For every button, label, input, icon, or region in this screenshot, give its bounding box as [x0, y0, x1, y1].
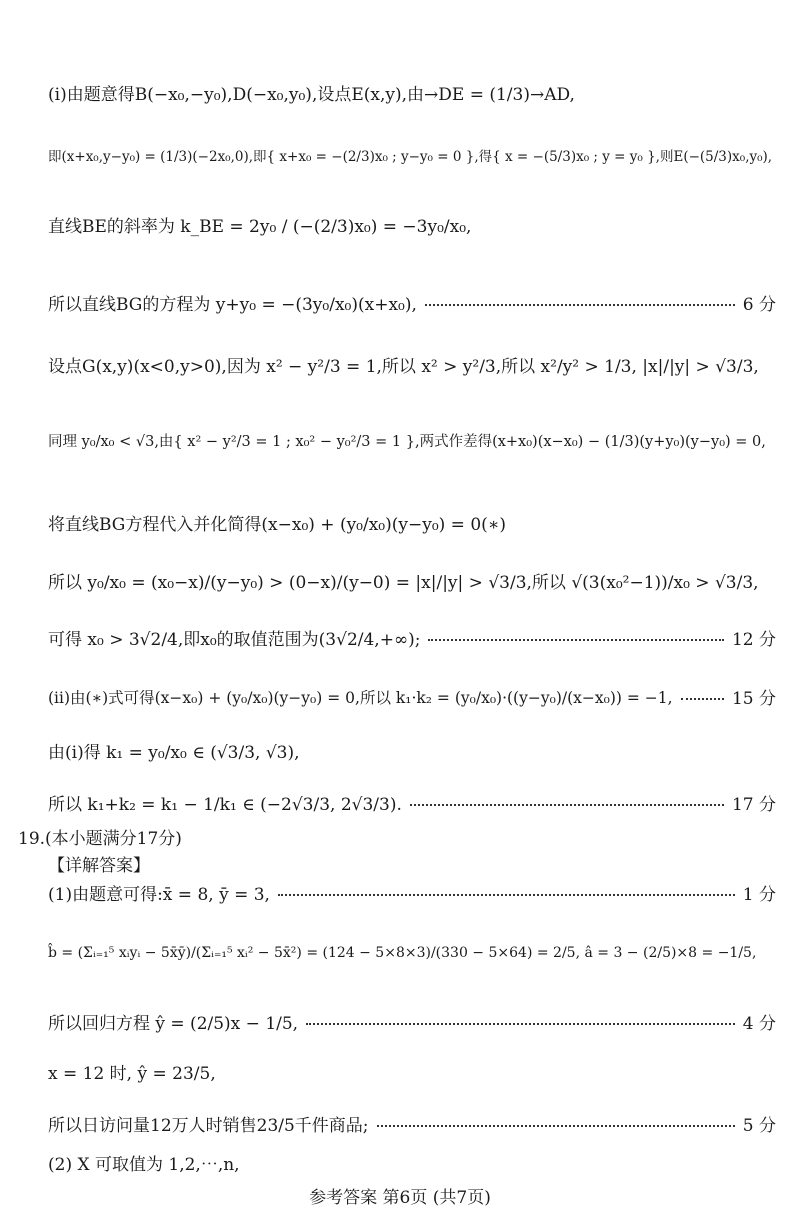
- score-label: 4 分: [742, 1014, 776, 1034]
- line-20: [48, 1150, 776, 1175]
- problem-19-title: [18, 824, 776, 849]
- score-label: 6 分: [742, 295, 776, 315]
- line-6: [48, 430, 776, 451]
- line-9-text: 可得 x₀ > 3√2/4,即x₀的取值范围为(3√2/4,+∞);: [48, 630, 421, 650]
- score-label: 5 分: [742, 1116, 776, 1136]
- leader-dots: [410, 804, 724, 806]
- leader-dots: [377, 1125, 735, 1127]
- line-6-text: 同理 y₀/x₀ < √3,由{ x² − y²/3 = 1 ; x₀² − y₀²/3 = 1 },两式作差得(x+x₀)(x−x₀) − (1/3)(y+y₀)(y−y₀) = 0,: [48, 434, 766, 450]
- answer-heading: [48, 851, 776, 876]
- score-label: 12 分: [731, 630, 776, 650]
- line-11: [48, 738, 776, 763]
- line-18-text: x = 12 时, ŷ = 23/5,: [48, 1064, 216, 1084]
- line-1-text: (ⅰ)由题意得B(−x₀,−y₀),D(−x₀,y₀),设点E(x,y),由→DE = (1/3)→AD,: [48, 85, 575, 105]
- line-10: [48, 684, 776, 709]
- line-17-text: 所以回归方程 ŷ = (2/5)x − 1/5,: [48, 1014, 299, 1034]
- leader-dots: [428, 639, 723, 641]
- line-5-text: 设点G(x,y)(x<0,y>0),因为 x² − y²/3 = 1,所以 x² > y²/3,所以 x²/y² > 1/3, |x|/|y| > √3/3,: [48, 357, 759, 377]
- score-label: 15 分: [731, 689, 776, 709]
- line-2: [48, 145, 776, 165]
- line-4: [48, 290, 776, 315]
- score-label: 1 分: [742, 885, 776, 905]
- leader-dots: [306, 1023, 735, 1025]
- score-label: 17 分: [731, 795, 776, 815]
- line-12: [48, 790, 776, 815]
- line-19-text: 所以日访问量12万人时销售23/5千件商品;: [48, 1116, 369, 1136]
- line-2-text: 即(x+x₀,y−y₀) = (1/3)(−2x₀,0),即{ x+x₀ = −(2/3)x₀ ; y−y₀ = 0 },得{ x = −(5/3)x₀ ; y = y₀ },则E(−(5/3)x₀,y₀),: [48, 149, 773, 165]
- line-18: [48, 1059, 776, 1084]
- line-15: [48, 880, 776, 905]
- leader-dots: [681, 698, 724, 700]
- page-footer: 参考答案 第6页 (共7页): [309, 1188, 491, 1208]
- problem-19-title-text: 19.(本小题满分17分): [18, 829, 182, 849]
- line-5: [48, 352, 776, 377]
- line-11-text: 由(ⅰ)得 k₁ = y₀/x₀ ∈ (√3/3, √3),: [48, 743, 300, 763]
- line-16: [48, 945, 776, 961]
- line-3-text: 直线BE的斜率为 k_BE = 2y₀ / (−(2/3)x₀) = −3y₀/x₀,: [48, 217, 472, 237]
- line-7: [48, 510, 776, 535]
- line-12-text: 所以 k₁+k₂ = k₁ − 1/k₁ ∈ (−2√3/3, 2√3/3).: [48, 795, 402, 815]
- line-16-text: b̂ = (Σᵢ₌₁⁵ xᵢyᵢ − 5x̄ȳ)/(Σᵢ₌₁⁵ xᵢ² − 5x̄²) = (124 − 5×8×3)/(330 − 5×64) = 2/5, â = 3 − (2/5)×8 = −1/5,: [48, 945, 757, 961]
- line-4-text: 所以直线BG的方程为 y+y₀ = −(3y₀/x₀)(x+x₀),: [48, 295, 417, 315]
- line-8: [48, 568, 776, 593]
- line-19: [48, 1111, 776, 1136]
- leader-dots: [425, 304, 735, 306]
- line-9: [48, 625, 776, 650]
- line-15-text: (1)由题意可得:x̄ = 8, ȳ = 3,: [48, 885, 270, 905]
- answer-heading-text: 【详解答案】: [48, 856, 150, 876]
- line-1: [48, 80, 776, 105]
- line-10-text: (ⅱ)由(∗)式可得(x−x₀) + (y₀/x₀)(y−y₀) = 0,所以 k₁·k₂ = (y₀/x₀)·((y−y₀)/(x−x₀)) = −1,: [48, 688, 673, 707]
- leader-dots: [278, 894, 735, 896]
- line-8-text: 所以 y₀/x₀ = (x₀−x)/(y−y₀) > (0−x)/(y−0) = |x|/|y| > √3/3,所以 √(3(x₀²−1))/x₀ > √3/3,: [48, 573, 759, 593]
- line-7-text: 将直线BG方程代入并化简得(x−x₀) + (y₀/x₀)(y−y₀) = 0(∗): [48, 515, 506, 535]
- line-20-text: (2) X 可取值为 1,2,⋯,n,: [48, 1155, 240, 1175]
- line-17: [48, 1009, 776, 1034]
- line-3: [48, 212, 776, 237]
